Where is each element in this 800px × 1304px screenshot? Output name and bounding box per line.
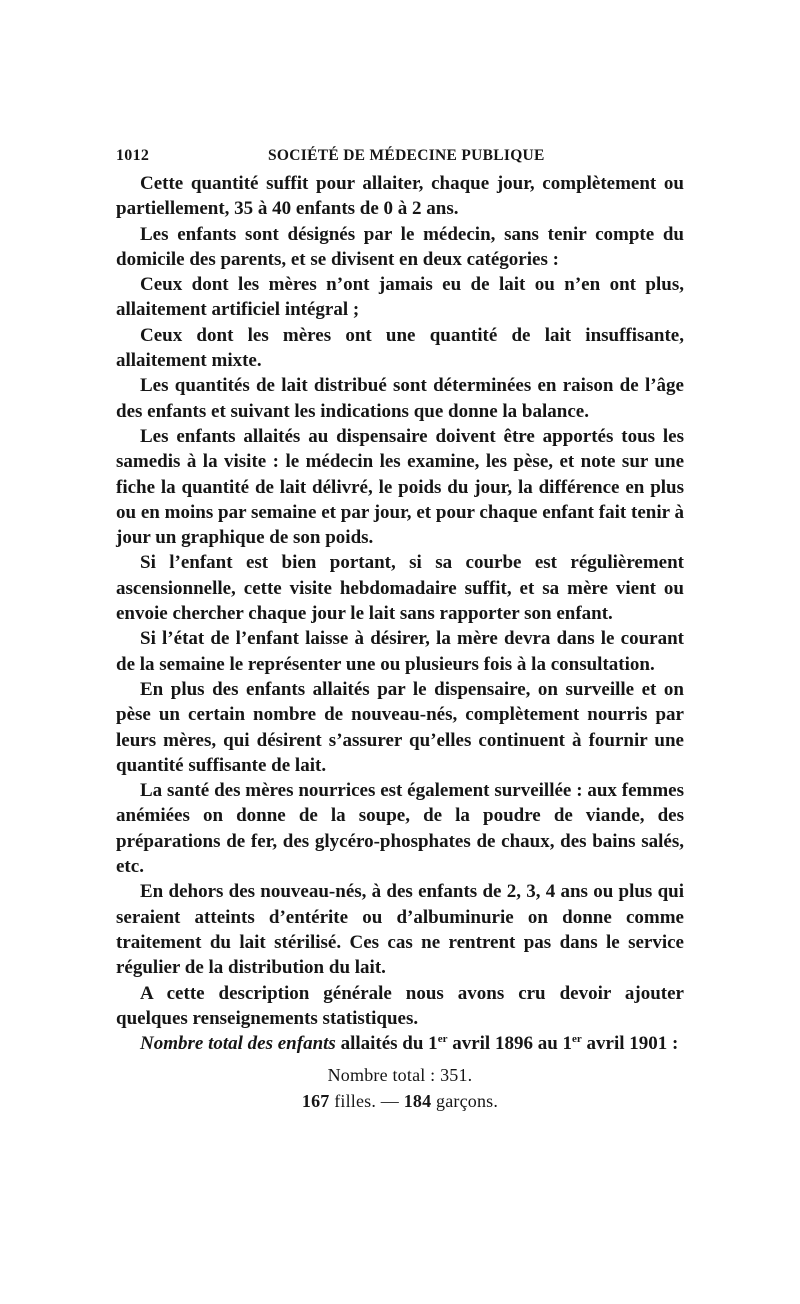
paragraph-category-artificial: Ceux dont les mères n’ont jamais eu de lait ou n’en ont plus, allaitement artificiel intégral ; — [116, 274, 684, 321]
paragraph-breastfed-monitoring: En plus des enfants allaités par le dispensaire, on surveille et on pèse un certain nombre de nouveau-nés, complètement nourris par leurs mères, qui désirent s’assurer qu’elles continuent à fournir une quantité suffisante de lait. — [116, 678, 684, 776]
girls-label: filles. — — [329, 1090, 404, 1111]
girls-count: 167 — [301, 1090, 330, 1111]
ordinal-superscript-a: er — [437, 1033, 448, 1046]
total-children-label: Nombre total des enfants — [140, 1033, 336, 1055]
boys-label: garçons. — [431, 1090, 499, 1111]
total-count-line — [116, 1063, 684, 1088]
paragraph-category-mixed: Ceux dont les mères ont une quantité de lait insuffisante, allaitement mixte. — [116, 324, 684, 372]
paragraph-designation: Les enfants sont désignés par le médecin, sans tenir compte du domicile des parents, et se divisent en deux catégories : — [116, 223, 684, 270]
boys-count: 184 — [403, 1090, 432, 1111]
running-title: SOCIÉTÉ DE MÉDECINE PUBLIQUE — [268, 147, 545, 164]
date-range-part-b: avril 1896 au 1 — [447, 1033, 573, 1055]
gender-breakdown-line — [116, 1089, 684, 1114]
paragraph-weekly-visit: Les enfants allaités au dispensaire doivent être apportés tous les samedis à la visite : le médecin les examine, les pèse, et note sur une fiche la quantité de lait délivré, le poids du jour, la différence en plus ou en moins par semaine et par jour, et pour chaque enfant fait tenir à jour un graphique de son poids. — [116, 425, 684, 549]
paragraph-older-children: En dehors des nouveau-nés, à des enfants de 2, 3, 4 ans ou plus qui seraient atteints d’entérite ou d’albuminurie on donne comme traitement du lait stérilisé. Ces cas ne rentrent pas dans le service régulier de la distribution du lait. — [116, 881, 684, 979]
body-text — [116, 171, 684, 1114]
running-header — [116, 143, 684, 171]
ordinal-superscript-b: er — [572, 1033, 582, 1046]
paragraph-mothers-health: La santé des mères nourrices est également surveillée : aux femmes anémiées on donne de la soupe, de la poudre de viande, des préparations de fer, des glycéro-phosphates de chaux, des bains salés, etc. — [116, 780, 684, 878]
paragraph-healthy-child: Si l’enfant est bien portant, si sa courbe est régulièrement ascensionnelle, cette visite hebdomadaire suffit, et sa mère vient ou envoie chercher chaque jour le lait sans rapporter son enfant. — [116, 552, 684, 625]
total-count-label: Nombre total : — [327, 1065, 441, 1086]
date-range-part-c: avril 1901 : — [581, 1033, 679, 1055]
date-range-part-a: allaités du 1 — [335, 1033, 438, 1055]
paragraph-statistics-intro: A cette description générale nous avons cru devoir ajouter quelques renseignements statistiques. — [116, 982, 684, 1029]
book-page — [116, 143, 684, 1114]
paragraph-quantities: Les quantités de lait distribué sont déterminées en raison de l’âge des enfants et suivant les indications que donne la balance. — [116, 375, 684, 422]
paragraph-daily-quantity: Cette quantité suffit pour allaiter, chaque jour, complètement ou partiellement, 35 à 40 enfants de 0 à 2 ans. — [116, 173, 684, 220]
paragraph-unwell-child: Si l’état de l’enfant laisse à désirer, la mère devra dans le courant de la semaine le représenter une ou plusieurs fois à la consultation. — [116, 628, 684, 675]
paragraph-total-children — [116, 1031, 684, 1056]
page-number: 1012 — [116, 147, 150, 164]
total-count-value: 351. — [440, 1065, 473, 1086]
